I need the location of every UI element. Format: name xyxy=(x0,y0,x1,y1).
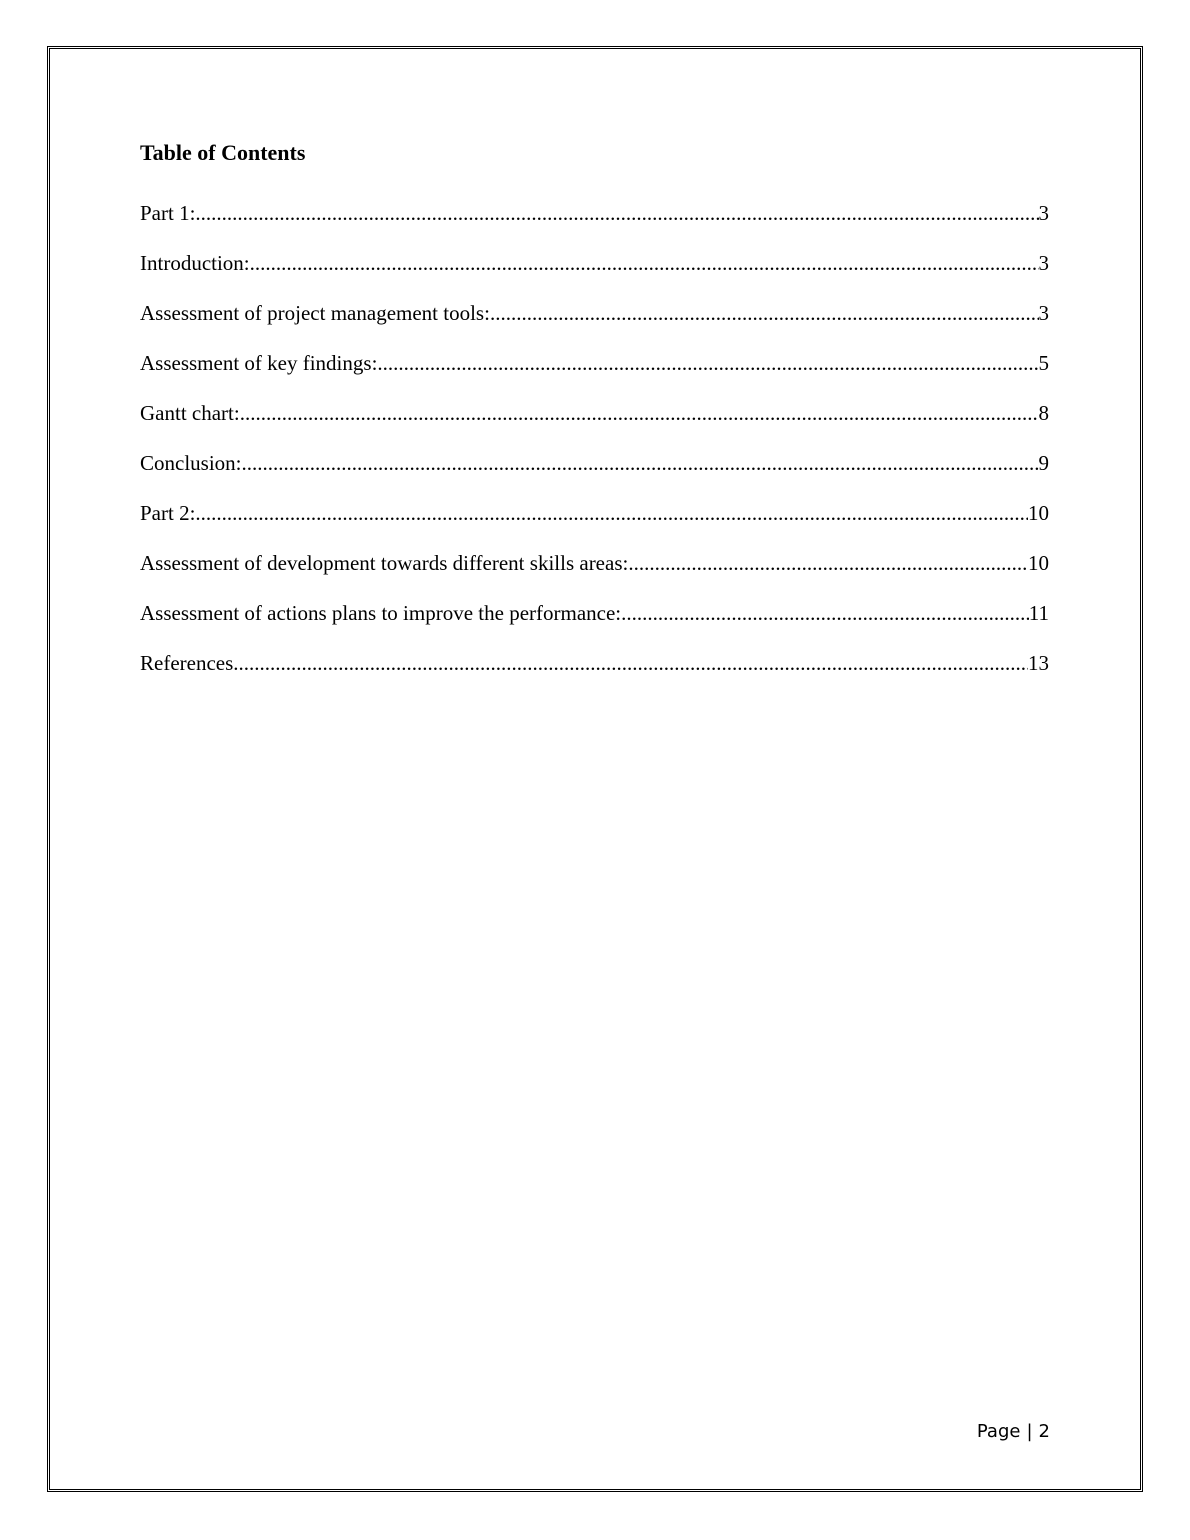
toc-dot-leader xyxy=(621,599,1029,627)
toc-dot-leader xyxy=(195,499,1028,527)
footer-separator: | xyxy=(1026,1421,1033,1442)
toc-entry-introduction[interactable] xyxy=(140,249,1049,299)
toc-entry-page: 10 xyxy=(1028,501,1049,525)
toc-entry-page: 3 xyxy=(1038,301,1049,325)
toc-entry-references[interactable] xyxy=(140,649,1049,699)
toc-dot-leader xyxy=(377,349,1038,377)
toc-entry-skills-development[interactable] xyxy=(140,549,1049,599)
toc-dot-leader xyxy=(490,299,1039,327)
toc-entry-label: Assessment of development towards different skills areas: xyxy=(140,551,629,575)
toc-heading: Table of Contents xyxy=(140,140,306,165)
toc-dot-leader xyxy=(195,199,1038,227)
toc-entry-label: Assessment of project management tools: xyxy=(140,301,490,325)
toc-entry-page: 13 xyxy=(1028,651,1049,675)
toc-entry-part-2[interactable] xyxy=(140,499,1049,549)
footer-page-number: 2 xyxy=(1038,1421,1050,1442)
toc-entry-action-plans[interactable] xyxy=(140,599,1049,649)
toc-entry-label: Assessment of key findings: xyxy=(140,351,378,375)
toc-dot-leader xyxy=(233,649,1028,677)
toc-entry-label: Gantt chart: xyxy=(140,401,240,425)
toc-entry-label: Introduction: xyxy=(140,251,250,275)
toc-entry-project-management-tools[interactable] xyxy=(140,299,1049,349)
toc-entry-part-1[interactable] xyxy=(140,199,1049,249)
toc-dot-leader xyxy=(250,249,1039,277)
toc-entry-page: 9 xyxy=(1038,451,1049,475)
toc-dot-leader xyxy=(240,399,1039,427)
page-footer xyxy=(977,1420,1050,1444)
toc-entry-key-findings[interactable] xyxy=(140,349,1049,399)
toc-entry-gantt-chart[interactable] xyxy=(140,399,1049,449)
toc-entry-page: 8 xyxy=(1038,401,1049,425)
toc-entry-page: 5 xyxy=(1038,351,1049,375)
toc-entry-label: References xyxy=(140,651,234,675)
toc-dot-leader xyxy=(628,549,1028,577)
toc-entry-page: 3 xyxy=(1038,251,1049,275)
toc-entry-label: Assessment of actions plans to improve the performance: xyxy=(140,601,622,625)
toc-entry-conclusion[interactable] xyxy=(140,449,1049,499)
footer-page-label: Page xyxy=(976,1421,1021,1442)
toc-list xyxy=(140,199,1049,699)
toc-entry-page: 3 xyxy=(1038,201,1049,225)
toc-entry-label: Conclusion: xyxy=(140,451,242,475)
toc-entry-page: 10 xyxy=(1028,551,1049,575)
toc-entry-label: Part 1: xyxy=(140,201,196,225)
toc-entry-label: Part 2: xyxy=(140,501,196,525)
toc-entry-page: 11 xyxy=(1028,601,1049,625)
toc-dot-leader xyxy=(242,449,1039,477)
